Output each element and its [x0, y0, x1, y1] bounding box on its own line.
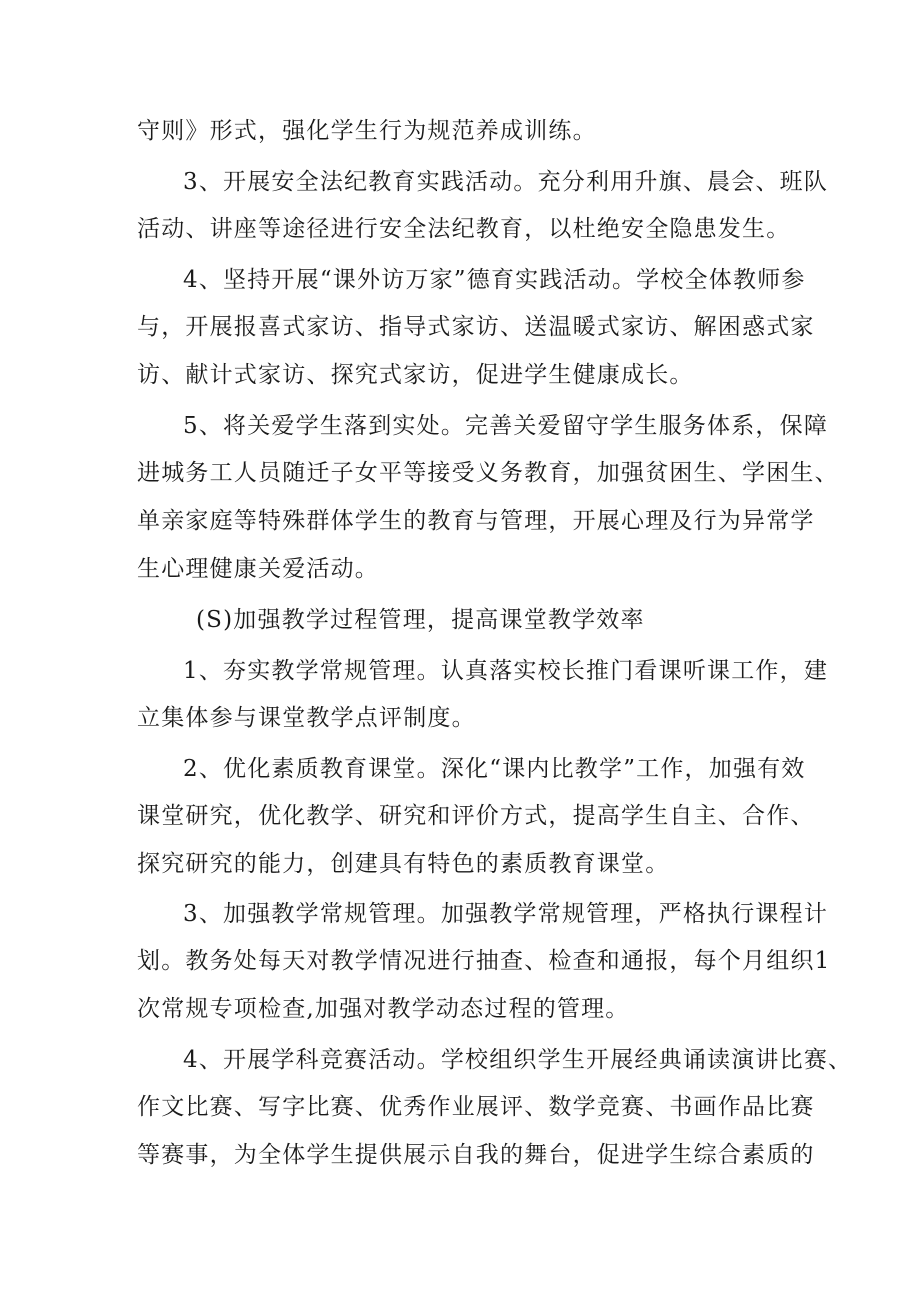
- text-line: 立集体参与课堂教学点评制度。: [137, 705, 476, 731]
- text-line: 课堂研究，优化教学、研究和评价方式，提高学生自主、合作、: [137, 803, 815, 829]
- text-line: 活动、讲座等途径进行安全法纪教育，以杜绝安全隐患发生。: [137, 216, 791, 242]
- section-heading: (S)加强教学过程管理，提高课堂教学效率: [196, 607, 645, 633]
- text-line: 3、加强教学常规管理。加强教学常规管理，严格执行课程计: [183, 901, 829, 927]
- text-line: 等赛事，为全体学生提供展示自我的舞台，促进学生综合素质的: [137, 1142, 815, 1168]
- text-line: 2、优化素质教育课堂。深化“课内比教学”工作，加强有效: [183, 756, 806, 782]
- text-line: 次常规专项检查,加强对教学动态过程的管理。: [137, 996, 630, 1022]
- text-line: 探究研究的能力，创建具有特色的素质教育课堂。: [137, 851, 670, 877]
- text-line: 单亲家庭等特殊群体学生的教育与管理，开展心理及行为异常学: [137, 508, 815, 534]
- text-line: 4、开展学科竞赛活动。学校组织学生开展经典诵读演讲比赛、: [183, 1047, 853, 1073]
- text-line: 划。教务处每天对教学情况进行抽查、检查和通报，每个月组织1: [137, 948, 831, 974]
- text-line: 与，开展报喜式家访、指导式家访、送温暖式家访、解困惑式家: [137, 314, 815, 340]
- text-line: 生心理健康关爱活动。: [137, 556, 379, 582]
- text-line: 1、夯实教学常规管理。认真落实校长推门看课听课工作，建: [183, 658, 829, 684]
- text-line: 5、将关爱学生落到实处。完善关爱留守学生服务体系，保障: [183, 413, 829, 439]
- text-line: 守则》形式，强化学生行为规范养成训练。: [137, 118, 597, 144]
- text-line: 访、献计式家访、探究式家访，促进学生健康成长。: [137, 362, 694, 388]
- text-line: 4、坚持开展“课外访万家”德育实践活动。学校全体教师参: [183, 267, 806, 293]
- text-line: 作文比赛、写字比赛、优秀作业展评、数学竞赛、书画作品比赛: [137, 1094, 815, 1120]
- text-line: 3、开展安全法纪教育实践活动。充分利用升旗、晨会、班队: [183, 169, 829, 195]
- text-line: 进城务工人员随迁子女平等接受义务教育，加强贫困生、学困生、: [137, 460, 839, 486]
